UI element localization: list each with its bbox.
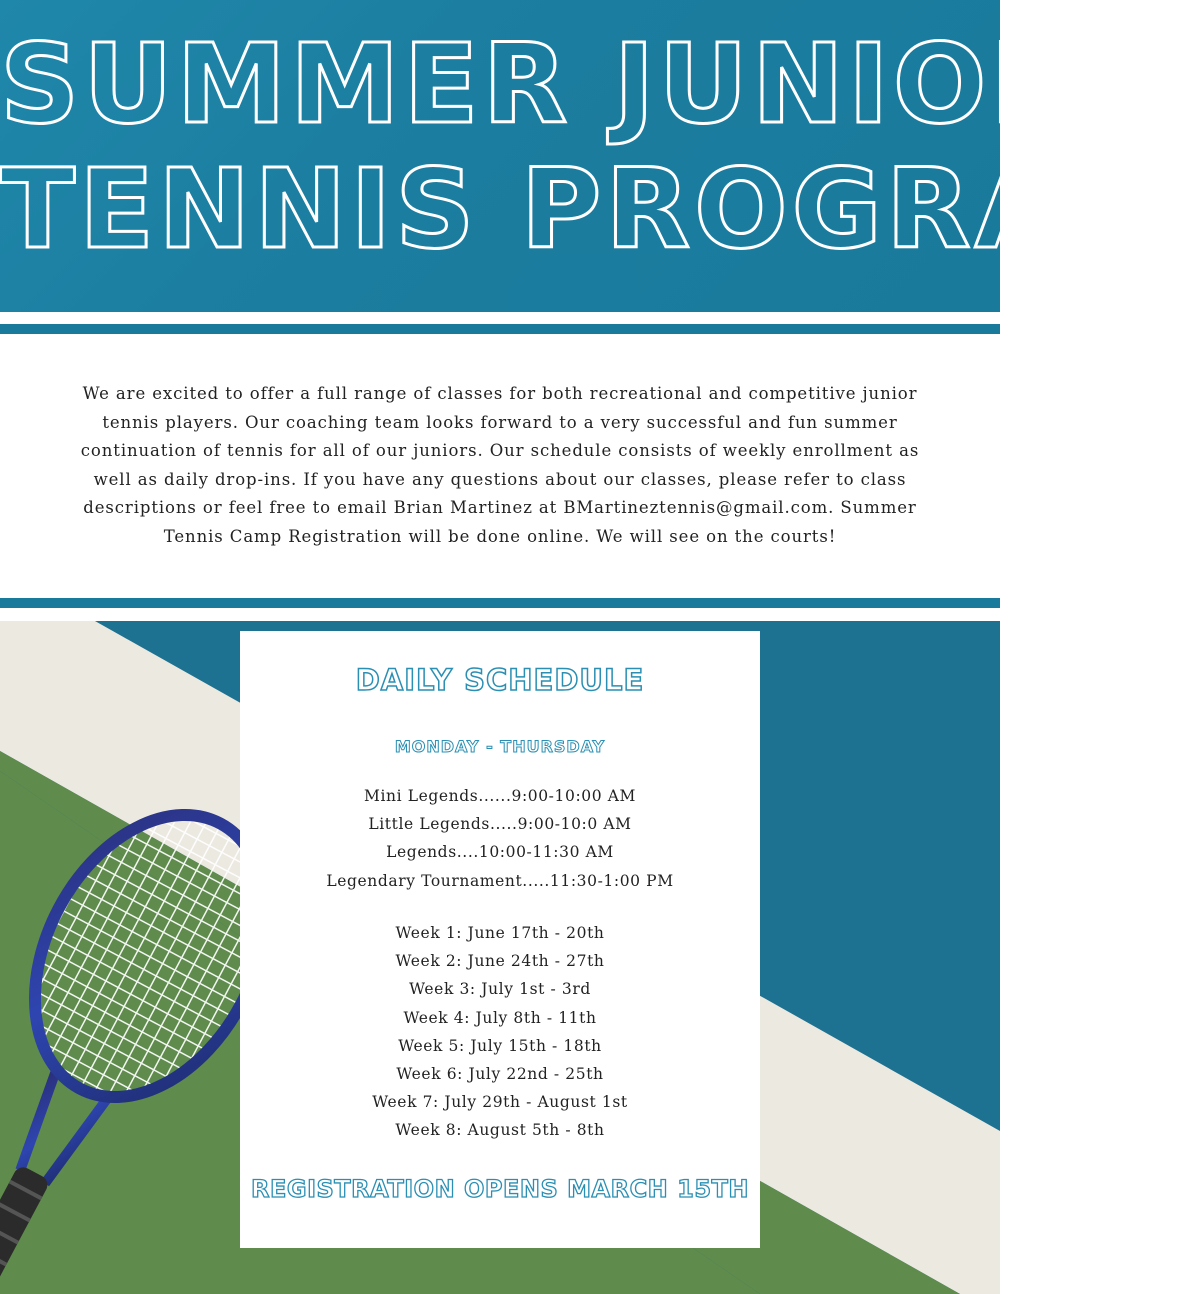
week-item: Week 8: August 5th - 8th [395,1121,605,1140]
divider-stripe-bottom [0,598,1000,608]
intro-paragraph: We are excited to offer a full range of classes for both recreational and competitive junior tennis players. Our coaching team looks forward to a very successful and fun summer continuation of tennis for all of our juniors. Our schedule consists of weekly enrollment as well as daily drop-ins. If you have any questions about our classes, please refer to class descriptions or feel free to email Brian Martinez at BMartineztennis@gmail.com. Summer Tennis Camp Registration will be done online. We will see on the courts! [80,384,920,546]
week-item: Week 5: July 15th - 18th [398,1036,602,1055]
header-banner [0,0,1177,312]
week-item: Week 4: July 8th - 11th [403,1008,597,1027]
class-item: Legends....10:00-11:30 AM [386,843,614,862]
week-item: Week 2: June 24th - 27th [395,952,605,971]
week-item: Week 3: July 1st - 3rd [409,980,591,999]
class-item: Legendary Tournament.....11:30-1:00 PM [326,871,674,890]
schedule-days: MONDAY - THURSDAY [394,737,606,756]
schedule-card [240,631,760,1248]
class-item: Mini Legends......9:00-10:00 AM [364,787,636,805]
title-line-2: TENNIS PROGRAM [0,145,1177,273]
week-list [240,919,760,1145]
divider-stripe-top [0,324,1000,334]
schedule-title: DAILY SCHEDULE [355,663,645,697]
class-list [240,782,760,895]
title-line-1: SUMMER JUNIOR [0,20,1080,148]
week-item: Week 1: June 17th - 20th [395,924,605,942]
week-item: Week 7: July 29th - August 1st [372,1093,628,1112]
registration-note: REGISTRATION OPENS MARCH 15TH [251,1175,749,1203]
week-item: Week 6: July 22nd - 25th [396,1065,604,1084]
class-item: Little Legends.....9:00-10:0 AM [368,815,632,834]
page-title [0,20,1177,273]
